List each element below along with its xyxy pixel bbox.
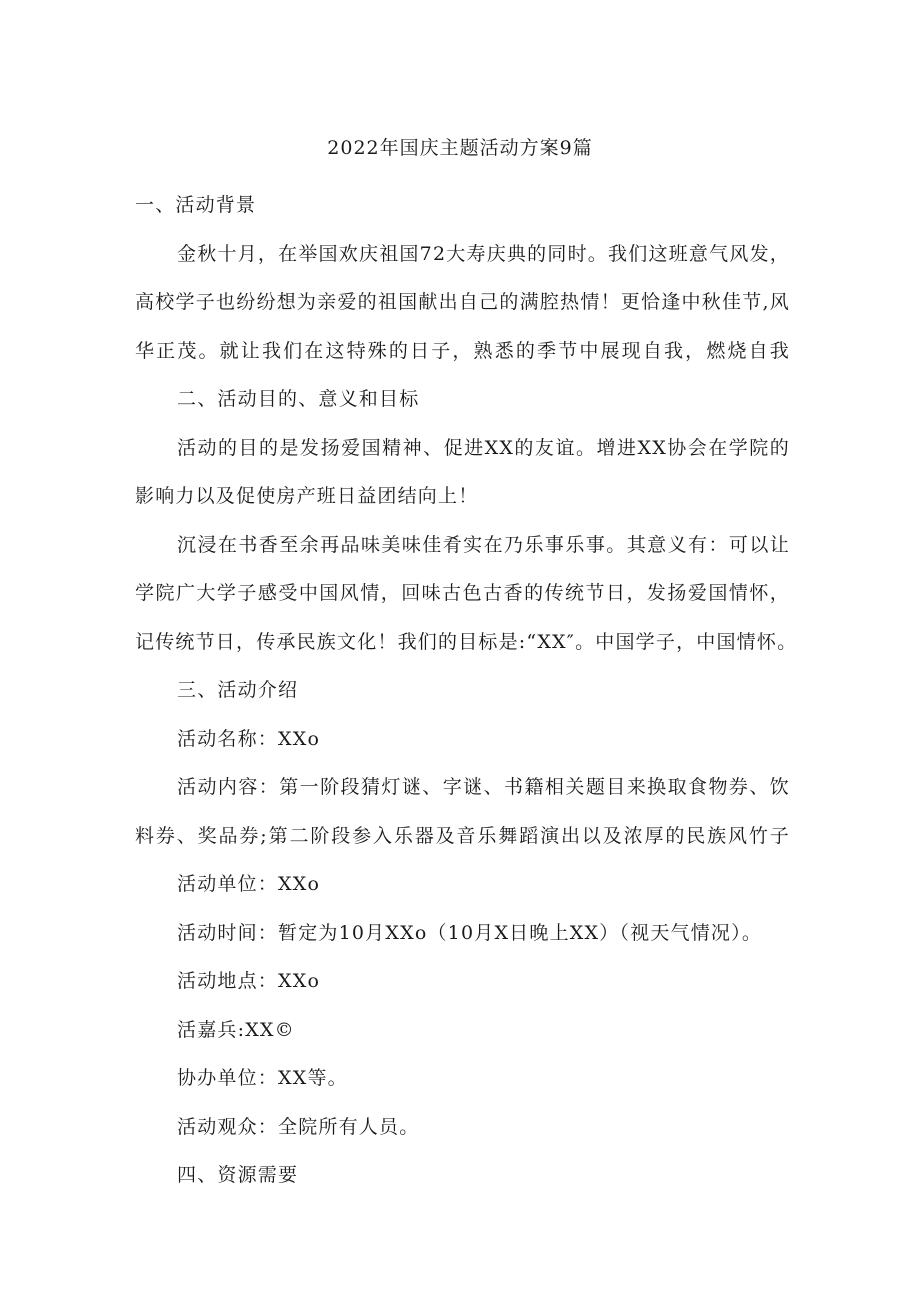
document-line: 华正茂。就让我们在这特殊的日子，熟悉的季节中展现自我，燃烧自我 — [135, 339, 790, 362]
document-line: 四、资源需要 — [177, 1164, 299, 1186]
document-line: 活动时间：暂定为10月XXo（10月X日晚上XX）（视天气情况）。 — [177, 921, 763, 944]
document-line: 记传统节日，传承民族文化！我们的目标是:“XX″。中国学子，中国情怀。 — [135, 630, 798, 653]
document-line: 活动的目的是发扬爱国精神、促进XX的友谊。增进XX协会在学院的 — [177, 436, 790, 459]
document-line: 料券、奖品券;第二阶段参入乐器及音乐舞蹈演出以及浓厚的民族风竹子 — [135, 824, 790, 847]
document-line: 三、活动介绍 — [177, 679, 299, 701]
document-line: 活动内容：第一阶段猜灯谜、字谜、书籍相关题目来换取食物券、饮 — [177, 776, 790, 798]
document-title: 2022年国庆主题活动方案9篇 — [327, 137, 593, 159]
document-line: 活动名称：XXo — [177, 727, 321, 750]
document-body — [135, 181, 798, 1200]
document-line: 高校学子也纷纷想为亲爱的祖国献出自己的满腔热情！更恰逢中秋佳节,风 — [135, 291, 790, 313]
document-line: 协办单位：XX等。 — [177, 1067, 348, 1089]
document-line: 学院广大学子感受中国风情，回味古色古香的传统节日，发扬爱国情怀， — [135, 582, 790, 604]
document-line: 沉浸在书香至余再品味美味佳肴实在乃乐事乐事。其意义有：可以让 — [177, 533, 790, 556]
document-line: 金秋十月，在举国欢庆祖国72大寿庆典的同时。我们这班意气风发， — [177, 242, 790, 265]
document-line: 活动地点：XXo — [177, 970, 321, 992]
document-line: 二、活动目的、意义和目标 — [177, 388, 420, 410]
document-line: 影响力以及促使房产班日益团结向上！ — [135, 485, 479, 507]
document-line: 活动单位：XXo — [177, 873, 321, 895]
document-line: 活动观众：全院所有人员。 — [177, 1115, 420, 1138]
document-line: 一、活动背景 — [135, 194, 257, 216]
document-line: 活嘉兵:XX© — [177, 1018, 295, 1041]
